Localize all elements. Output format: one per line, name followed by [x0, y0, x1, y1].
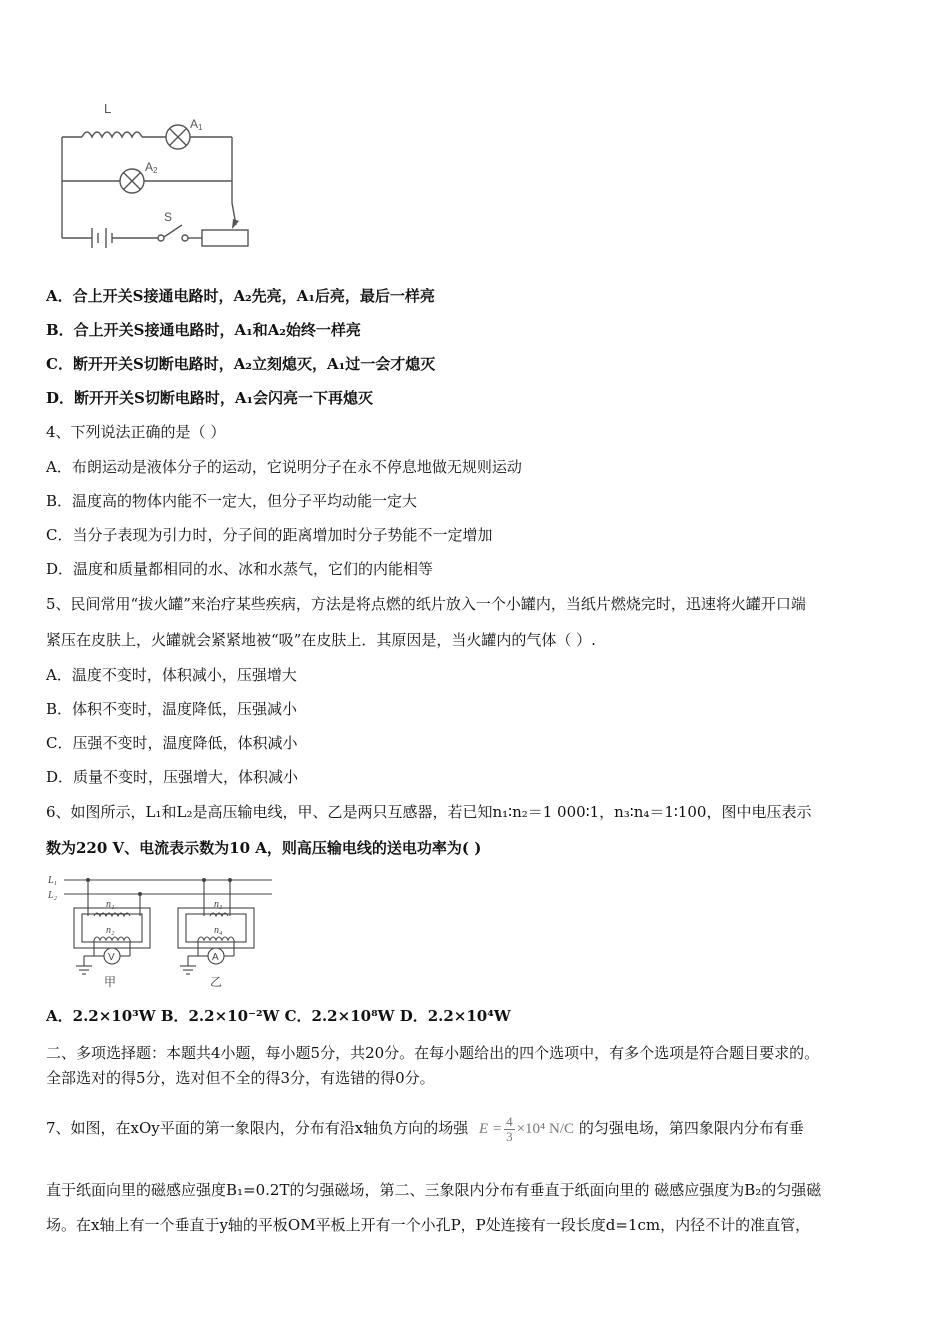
q5-stem-line2: 紧压在皮肤上，火罐就会紧紧地被“吸”在皮肤上．其原因是，当火罐内的气体（ ）.: [46, 631, 596, 649]
q5-option-b: B．体积不变时，温度降低，压强减小: [46, 700, 298, 718]
label-L1: L₁: [48, 875, 58, 886]
q6-stem-line1: 6、如图所示，L₁和L₂是高压输电线，甲、乙是两只互感器，若已知n₁∶n₂＝1 000∶1，n₃∶n₄＝1∶100，图中电压表示: [46, 803, 812, 821]
label-n1: n₁: [106, 899, 115, 910]
label-jia: 甲: [104, 975, 117, 989]
q5-stem-line1: 5、民间常用“拔火罐”来治疗某些疾病，方法是将点燃的纸片放入一个小罐内，当纸片燃烧完时，迅速将火罐开口端: [46, 595, 806, 613]
q4-stem: 4、下列说法正确的是（ ）: [46, 423, 226, 441]
q5-option-d: D．质量不变时，压强增大，体积减小: [46, 768, 299, 786]
label-n3: n₃: [214, 899, 223, 910]
q6-options: A．2.2×10³W B．2.2×10⁻²W C．2.2×10⁸W D．2.2×10⁴W: [46, 1007, 511, 1025]
label-L: L: [104, 101, 112, 116]
q7-stem-line3: 场。在x轴上有一个垂直于y轴的平板OM平板上开有一个小孔P，P处连接有一段长度d=1cm，内径不计的准直管，: [46, 1216, 811, 1234]
q3-option-a: A．合上开关S接通电路时，A₂先亮，A₁后亮，最后一样亮: [46, 287, 435, 305]
section2-line1: 二、多项选择题：本题共4小题，每小题5分，共20分。在每小题给出的四个选项中，有多个选项是符合题目要求的。: [46, 1044, 820, 1062]
label-A1: A1: [190, 117, 203, 132]
q7-stem-line1: 7、如图，在xOy平面的第一象限内，分布有沿x轴负方向的场强 E = $\frac{4}{3}$ ×10⁴ N/C 的匀强电场，第四象限内分布有垂: [46, 1114, 804, 1145]
q5-option-c: C．压强不变时，温度降低，体积减小: [46, 734, 298, 752]
q4-option-b: B．温度高的物体内能不一定大，但分子平均动能一定大: [46, 492, 418, 510]
q3-option-b: B．合上开关S接通电路时，A₁和A₂始终一样亮: [46, 321, 361, 339]
label-yi: 乙: [210, 975, 223, 989]
q4-option-c: C．当分子表现为引力时，分子间的距离增加时分子势能不一定增加: [46, 526, 493, 544]
q3-option-d: D．断开开关S切断电路时，A₁会闪亮一下再熄灭: [46, 389, 374, 407]
q6-stem-line2: 数为220 V、电流表示数为10 A，则高压输电线的送电功率为( ): [46, 839, 482, 857]
label-S: S: [164, 210, 173, 224]
q4-option-a: A．布朗运动是液体分子的运动，它说明分子在永不停息地做无规则运动: [46, 458, 522, 476]
label-L2: L₂: [48, 890, 58, 901]
circuit-diagram-inductor-lamps: [50, 95, 270, 255]
section2-line2: 全部选对的得5分，选对但不全的得3分，有选错的得0分。: [46, 1069, 435, 1087]
q7-stem-line2: 直于纸面向里的磁感应强度B₁=0.2T的匀强磁场，第二、三象限内分布有垂直于纸面向里的 磁感应强度为B₂的匀强磁: [46, 1181, 822, 1199]
label-voltmeter: V: [108, 952, 115, 963]
label-A2: A2: [145, 160, 158, 175]
label-ammeter: A: [212, 952, 219, 963]
label-n4: n₄: [214, 925, 223, 936]
label-n2: n₂: [106, 925, 115, 936]
transformer-diagram: [44, 870, 284, 992]
q5-option-a: A．温度不变时，体积减小，压强增大: [46, 666, 297, 684]
q3-option-c: C．断开开关S切断电路时，A₂立刻熄灭，A₁过一会才熄灭: [46, 355, 436, 373]
q4-option-d: D．温度和质量都相同的水、冰和水蒸气，它们的内能相等: [46, 560, 434, 578]
formula-E: E = $\frac{4}{3}$ ×10⁴ N/C: [479, 1114, 575, 1145]
